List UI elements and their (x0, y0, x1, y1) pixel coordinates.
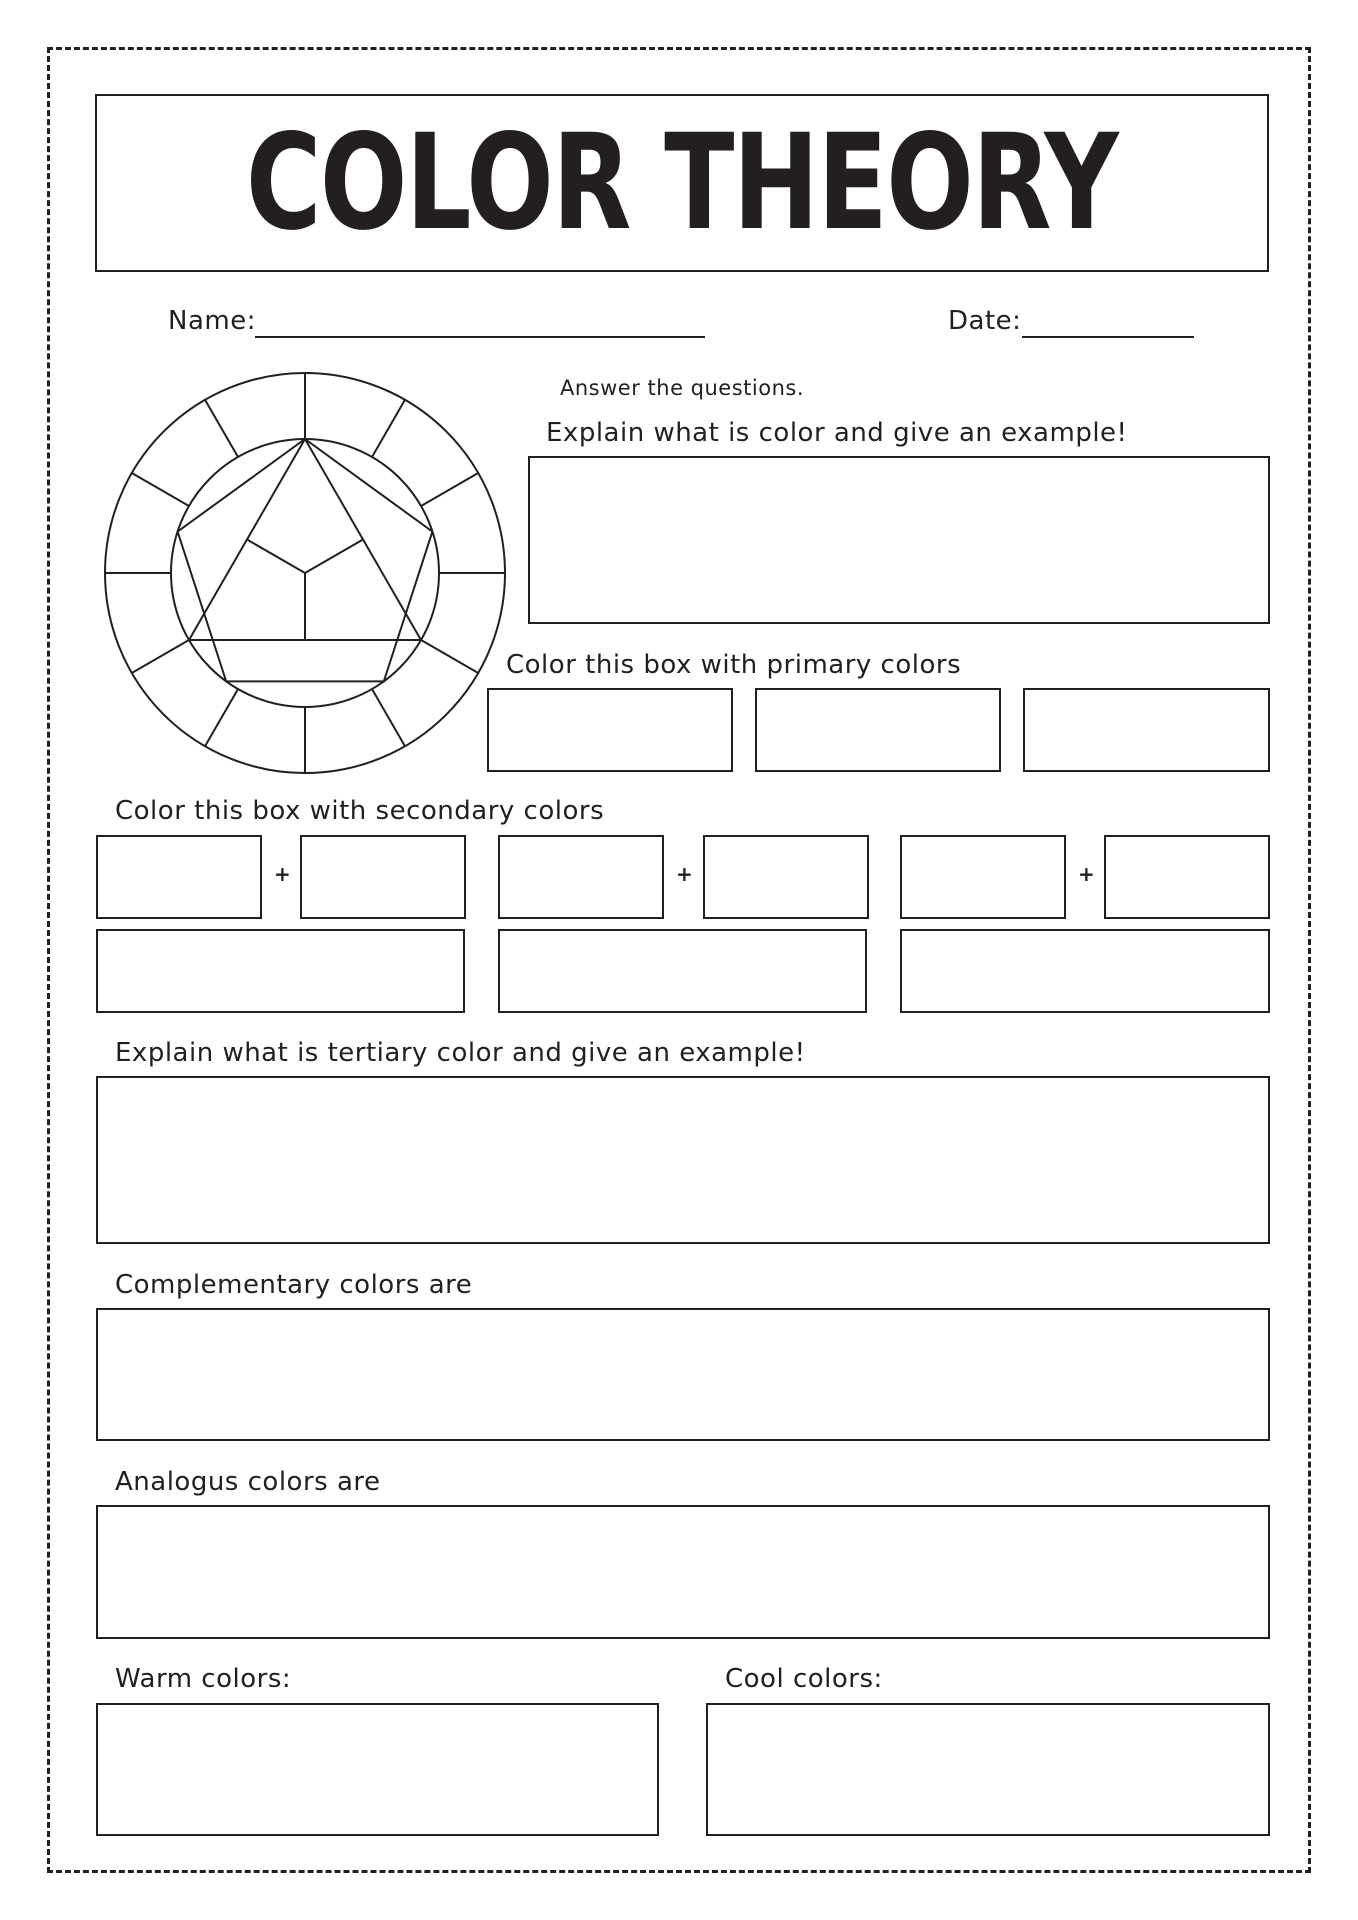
analogous-label: Analogus colors are (115, 1467, 381, 1497)
secondary-label: Color this box with secondary colors (115, 796, 605, 826)
secondary-input-2b[interactable] (703, 835, 869, 919)
question-color-label: Explain what is color and give an example! (546, 418, 1128, 448)
name-label: Name: (168, 306, 256, 336)
complementary-answer-box[interactable] (96, 1308, 1270, 1441)
secondary-result-2[interactable] (498, 929, 867, 1013)
wheel-spoke (421, 473, 478, 506)
complementary-label: Complementary colors are (115, 1270, 473, 1300)
secondary-input-2a[interactable] (498, 835, 664, 919)
warm-label: Warm colors: (115, 1664, 292, 1694)
secondary-input-1b[interactable] (300, 835, 466, 919)
title-box (95, 94, 1269, 272)
primary-box-2[interactable] (755, 688, 1001, 772)
date-field[interactable] (1022, 336, 1194, 338)
tertiary-label: Explain what is tertiary color and give an example! (115, 1038, 806, 1068)
secondary-input-1a[interactable] (96, 835, 262, 919)
instructions-text: Answer the questions. (560, 376, 805, 400)
wheel-spoke (205, 400, 238, 457)
color-wheel-icon (100, 368, 510, 778)
page-title: COLOR THEORY (246, 106, 1118, 260)
plus-sign-2: + (676, 862, 693, 886)
wheel-spoke (372, 400, 405, 457)
secondary-input-3b[interactable] (1104, 835, 1270, 919)
cool-label: Cool colors: (725, 1664, 883, 1694)
wheel-spoke (421, 640, 478, 673)
primary-box-1[interactable] (487, 688, 733, 772)
secondary-input-3a[interactable] (900, 835, 1066, 919)
analogous-answer-box[interactable] (96, 1505, 1270, 1639)
wheel-spoke (372, 689, 405, 746)
plus-sign-1: + (274, 862, 291, 886)
name-field[interactable] (255, 336, 705, 338)
color-answer-box[interactable] (528, 456, 1270, 624)
cool-answer-box[interactable] (706, 1703, 1270, 1836)
secondary-result-1[interactable] (96, 929, 465, 1013)
tertiary-answer-box[interactable] (96, 1076, 1270, 1244)
wheel-spoke (205, 689, 238, 746)
plus-sign-3: + (1078, 862, 1095, 886)
primary-label: Color this box with primary colors (506, 650, 962, 680)
warm-answer-box[interactable] (96, 1703, 659, 1836)
secondary-result-3[interactable] (900, 929, 1270, 1013)
wheel-spoke (132, 473, 189, 506)
primary-box-3[interactable] (1023, 688, 1270, 772)
wheel-spoke (132, 640, 189, 673)
date-label: Date: (948, 306, 1022, 336)
